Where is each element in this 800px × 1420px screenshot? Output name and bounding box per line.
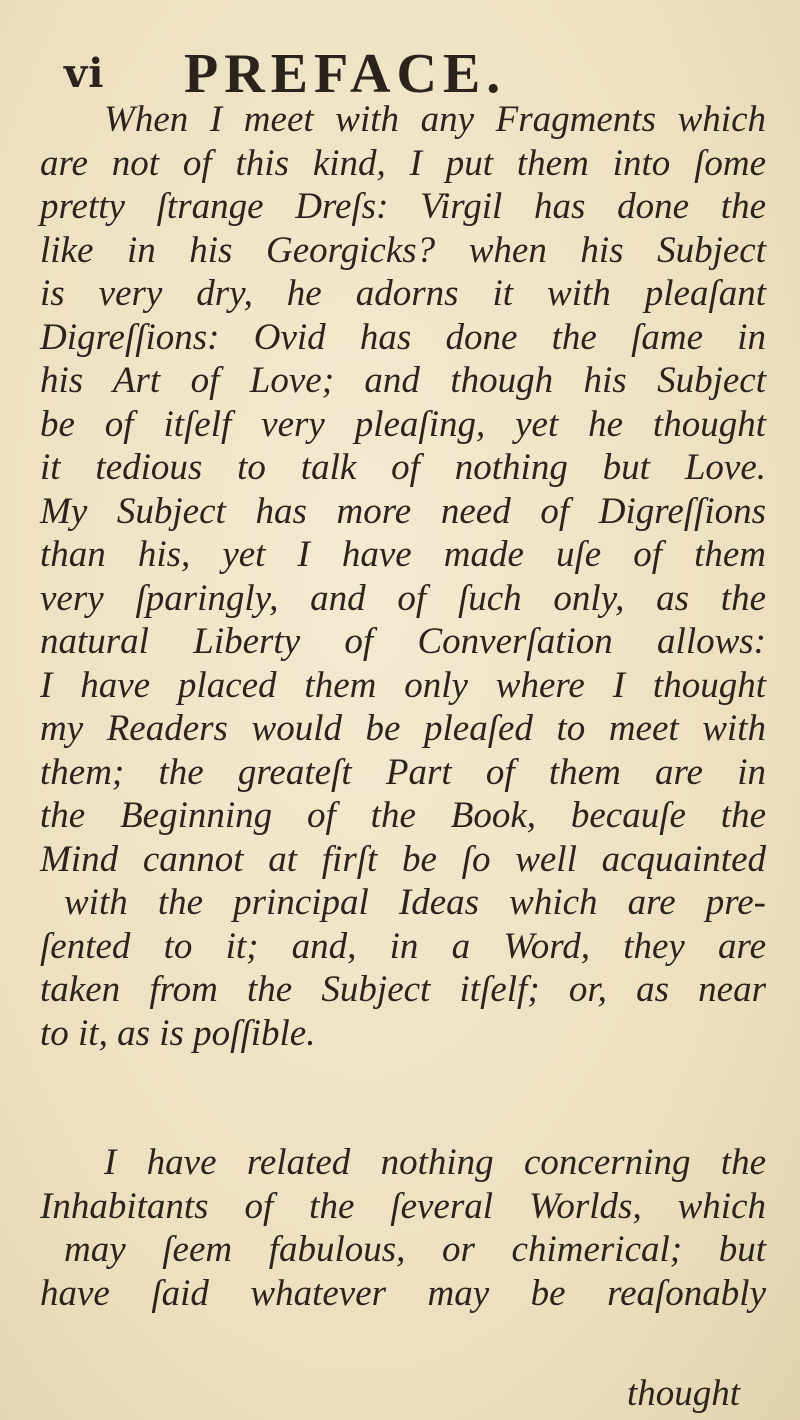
text-line: very ſparingly, and of ſuch only, as the <box>40 577 766 619</box>
page-number: vi <box>64 50 105 97</box>
page-header <box>64 42 724 105</box>
text-line: I have related nothing concerning the <box>104 1142 766 1183</box>
text-line: be of itſelf very pleaſing, yet he thought <box>40 403 766 445</box>
running-head: PREFACE. <box>184 43 507 105</box>
body-text <box>40 98 766 1315</box>
text-line: have ſaid whatever may be reaſonably <box>40 1272 766 1314</box>
text-line: Digreſſions: Ovid has done the ſame in <box>40 316 766 358</box>
text-line: are not of this kind, I put them into ſome <box>40 142 766 184</box>
text-line: natural Liberty of Converſation allows: <box>40 621 766 662</box>
paragraph-gap <box>40 1055 766 1141</box>
text-line: them; the greateſt Part of them are in <box>40 751 766 793</box>
text-line: I have placed them only where I thought <box>40 664 766 706</box>
text-line: is very dry, he adorns it with pleaſant <box>40 273 766 314</box>
text-line: than his, yet I have made uſe of them <box>40 534 766 575</box>
text-line: with the principal Ideas which are pre- <box>64 882 766 923</box>
text-line: My Subject has more need of Digreſſions <box>40 490 766 532</box>
text-line: the Beginning of the Book, becauſe the <box>40 795 766 836</box>
text-line: his Art of Love; and though his Subject <box>40 360 766 401</box>
text-line: Mind cannot at firſt be ſo well acquainted <box>40 838 766 880</box>
text-line: like in his Georgicks? when his Subject <box>40 229 766 271</box>
text-line: may ſeem fabulous, or chimerical; but <box>64 1229 766 1270</box>
text-line: Inhabitants of the ſeveral Worlds, which <box>40 1185 766 1227</box>
text-line: ſented to it; and, in a Word, they are <box>40 925 766 967</box>
text-line: taken from the Subject itſelf; or, as near <box>40 969 766 1010</box>
text-line: When I meet with any Fragments which <box>104 99 766 140</box>
text-line: pretty ſtrange Dreſs: Virgil has done the <box>40 186 766 227</box>
text-line: to it, as is poſſible. <box>40 1012 316 1054</box>
text-line: my Readers would be pleaſed to meet with <box>40 708 766 749</box>
text-line: it tedious to talk of nothing but Love. <box>40 447 766 488</box>
catchword: thought <box>626 1373 740 1414</box>
